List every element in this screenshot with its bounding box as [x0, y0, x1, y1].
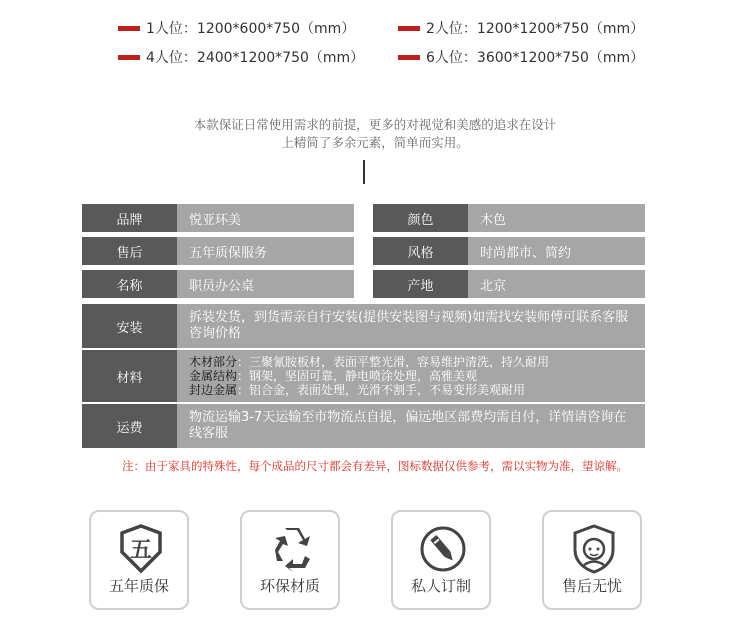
spec-value: 悦亚环美 [177, 204, 354, 232]
spec-row-style [373, 237, 645, 265]
intro-line-1: 本款保证日常使用需求的前提，更多的对视觉和美感的追求在设计 [193, 117, 557, 132]
size-1-person [118, 18, 355, 38]
spec-label: 售后 [82, 237, 177, 265]
feature-card-service [542, 510, 642, 610]
size-4-person [118, 47, 364, 67]
spec-row-name [82, 270, 354, 298]
material-text: ：三聚氰胺板材，表面平整光滑，容易维护清洗，持久耐用 [237, 355, 550, 369]
red-bar-icon [118, 55, 140, 60]
install-text: 拆装发货，到货需亲自行安装(提供安装图与视频)如需找安装师傅可联系客服咨询价格 [189, 310, 629, 341]
intro-text [0, 116, 750, 152]
material-line [189, 383, 525, 397]
intro-line-2: 上精简了多余元素，简单而实用。 [281, 135, 469, 150]
five-year-icon [116, 524, 166, 574]
material-key: 金属结构 [189, 369, 238, 383]
spec-value [177, 304, 645, 348]
spec-label: 颜色 [373, 204, 468, 232]
service-person-icon [569, 524, 619, 574]
spec-label: 产地 [373, 270, 468, 298]
spec-label: 风格 [373, 237, 468, 265]
material-text: ：钢架，坚固可靠，静电喷涂处理，高雅美观 [237, 369, 478, 383]
size-label: 1人位：1200*600*750（mm） [146, 21, 356, 37]
feature-label: 环保材质 [259, 577, 320, 595]
red-bar-icon [398, 26, 420, 31]
spec-value: 职员办公桌 [177, 270, 354, 298]
shipping-text: 物流运输3-7天运输至市物流点自提，偏远地区部费均需自付，详情请咨询在线客服 [189, 410, 627, 441]
red-bar-icon [118, 26, 140, 31]
spec-value: 五年质保服务 [177, 237, 354, 265]
spec-label: 名称 [82, 270, 177, 298]
spec-row-install [82, 304, 645, 348]
spec-row-after-sale [82, 237, 354, 265]
recycle-icon [267, 524, 317, 574]
feature-label: 售后无忧 [561, 577, 622, 595]
feature-card-eco [240, 510, 340, 610]
size-label: 2人位：1200*1200*750（mm） [426, 21, 645, 37]
spec-label: 材料 [82, 350, 177, 402]
five-glyph: 五 [129, 538, 153, 563]
red-bar-icon [398, 55, 420, 60]
feature-card-custom [391, 510, 491, 610]
size-2-person [398, 18, 644, 38]
spec-value [177, 350, 645, 402]
spec-value: 木色 [468, 204, 645, 232]
size-label: 6人位：3600*1200*750（mm） [426, 50, 645, 66]
material-text: ：铝合金，表面处理，光滑不割手，不易变形美观耐用 [237, 383, 526, 397]
material-key: 木材部分 [189, 355, 238, 369]
vertical-divider [363, 160, 365, 184]
spec-value: 北京 [468, 270, 645, 298]
material-line [189, 369, 477, 383]
feature-label: 私人订制 [410, 577, 471, 595]
disclaimer-note: 注：由于家具的特殊性，每个成品的尺寸都会有差异，图标数据仅供参考，需以实物为准，望谅解。 [122, 459, 628, 473]
material-line [189, 355, 549, 369]
feature-label: 五年质保 [108, 577, 169, 595]
spec-row-shipping [82, 404, 645, 448]
spec-value [177, 404, 645, 448]
spec-label: 品牌 [82, 204, 177, 232]
spec-label: 安装 [82, 304, 177, 348]
size-label: 4人位：2400*1200*750（mm） [146, 50, 365, 66]
pen-icon [418, 524, 468, 574]
spec-row-material [82, 350, 645, 402]
spec-row-origin [373, 270, 645, 298]
size-6-person [398, 47, 644, 67]
feature-card-warranty [89, 510, 189, 610]
spec-row-brand [82, 204, 354, 232]
spec-row-color [373, 204, 645, 232]
material-key: 封边金属 [189, 383, 238, 397]
spec-label: 运费 [82, 404, 177, 448]
spec-value: 时尚都市、简约 [468, 237, 645, 265]
